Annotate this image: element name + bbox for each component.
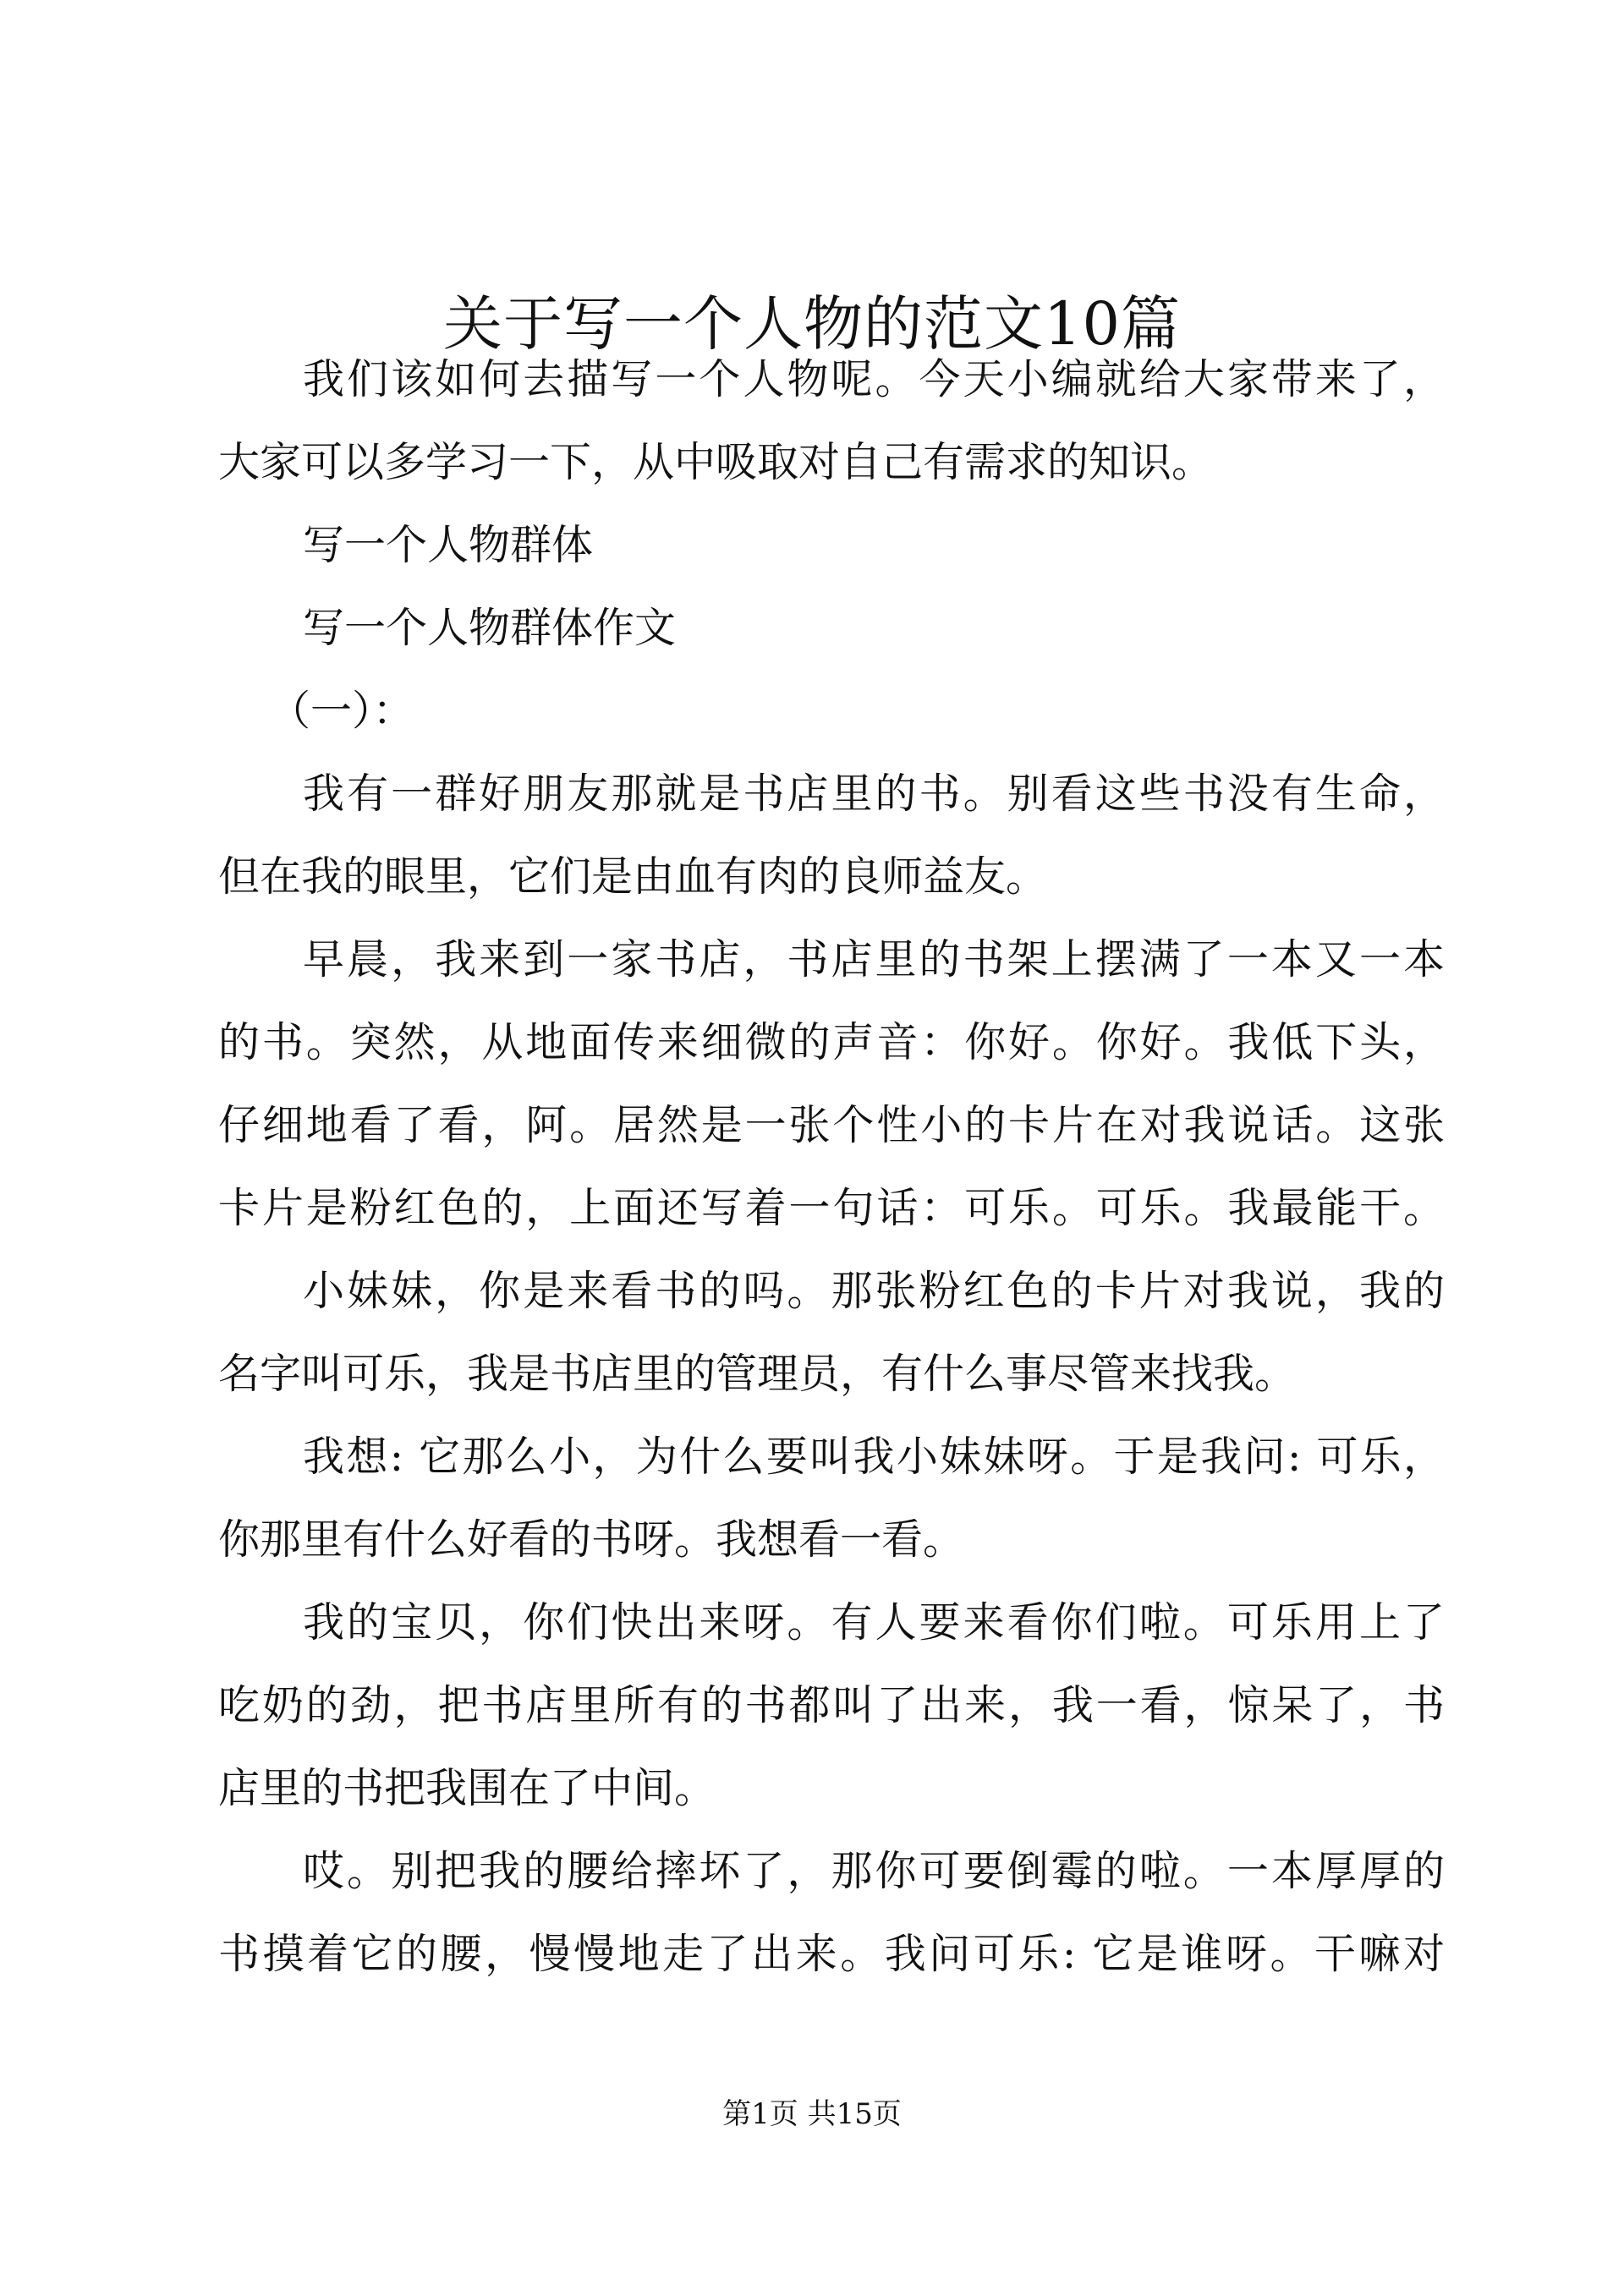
text-line: 的书。突然，从地面传来细微的声音：你好。你好。我低下头， <box>218 1018 1445 1066</box>
text-line: 仔细地看了看，阿。居然是一张个性小的卡片在对我说话。这张 <box>218 1101 1445 1149</box>
text-line: 吃奶的劲，把书店里所有的书都叫了出来，我一看，惊呆了，书 <box>218 1681 1445 1729</box>
page-footer: 第1页 共15页 <box>722 2097 902 2131</box>
text-line: 但在我的眼里，它们是由血有肉的良师益友。 <box>218 852 1048 901</box>
text-line: 早晨，我来到一家书店，书店里的书架上摆满了一本又一本 <box>303 935 1445 984</box>
text-line: 我有一群好朋友那就是书店里的书。别看这些书没有生命， <box>303 770 1445 818</box>
text-line: 小妹妹，你是来看书的吗。那张粉红色的卡片对我说，我的 <box>303 1267 1445 1315</box>
text-line: 我想: 它那么小，为什么要叫我小妹妹呀。于是我问: 可乐， <box>303 1433 1445 1481</box>
text-line: 哎。别把我的腰给摔坏了，那你可要倒霉的啦。一本厚厚的 <box>303 1847 1445 1895</box>
text-line: 大家可以多学习一下，从中吸取对自己有需求的知识。 <box>218 438 1214 486</box>
text-line: 店里的书把我围在了中间。 <box>218 1764 716 1812</box>
text-line: 我们该如何去描写一个人物呢。今天小编就给大家带来了， <box>303 355 1445 403</box>
text-line: 卡片是粉红色的，上面还写着一句话：可乐。可乐。我最能干。 <box>218 1184 1445 1232</box>
document-body <box>218 338 1445 1996</box>
text-line: 名字叫可乐，我是书店里的管理员，有什么事尽管来找我。 <box>218 1350 1297 1398</box>
text-line: 你那里有什么好看的书呀。我想看一看。 <box>218 1515 965 1564</box>
text-line: 书摸着它的腰，慢慢地走了出来。我问可乐: 它是谁呀。干嘛对 <box>218 1930 1445 1978</box>
text-line: （一）： <box>269 687 414 735</box>
document-title: 关于写一个人物的范文10篇 <box>442 289 1182 359</box>
text-line: 写一个人物群体 <box>303 521 594 569</box>
text-line: 我的宝贝，你们快出来呀。有人要来看你们啦。可乐用上了 <box>303 1598 1445 1647</box>
text-line: 写一个人物群体作文 <box>303 604 677 652</box>
